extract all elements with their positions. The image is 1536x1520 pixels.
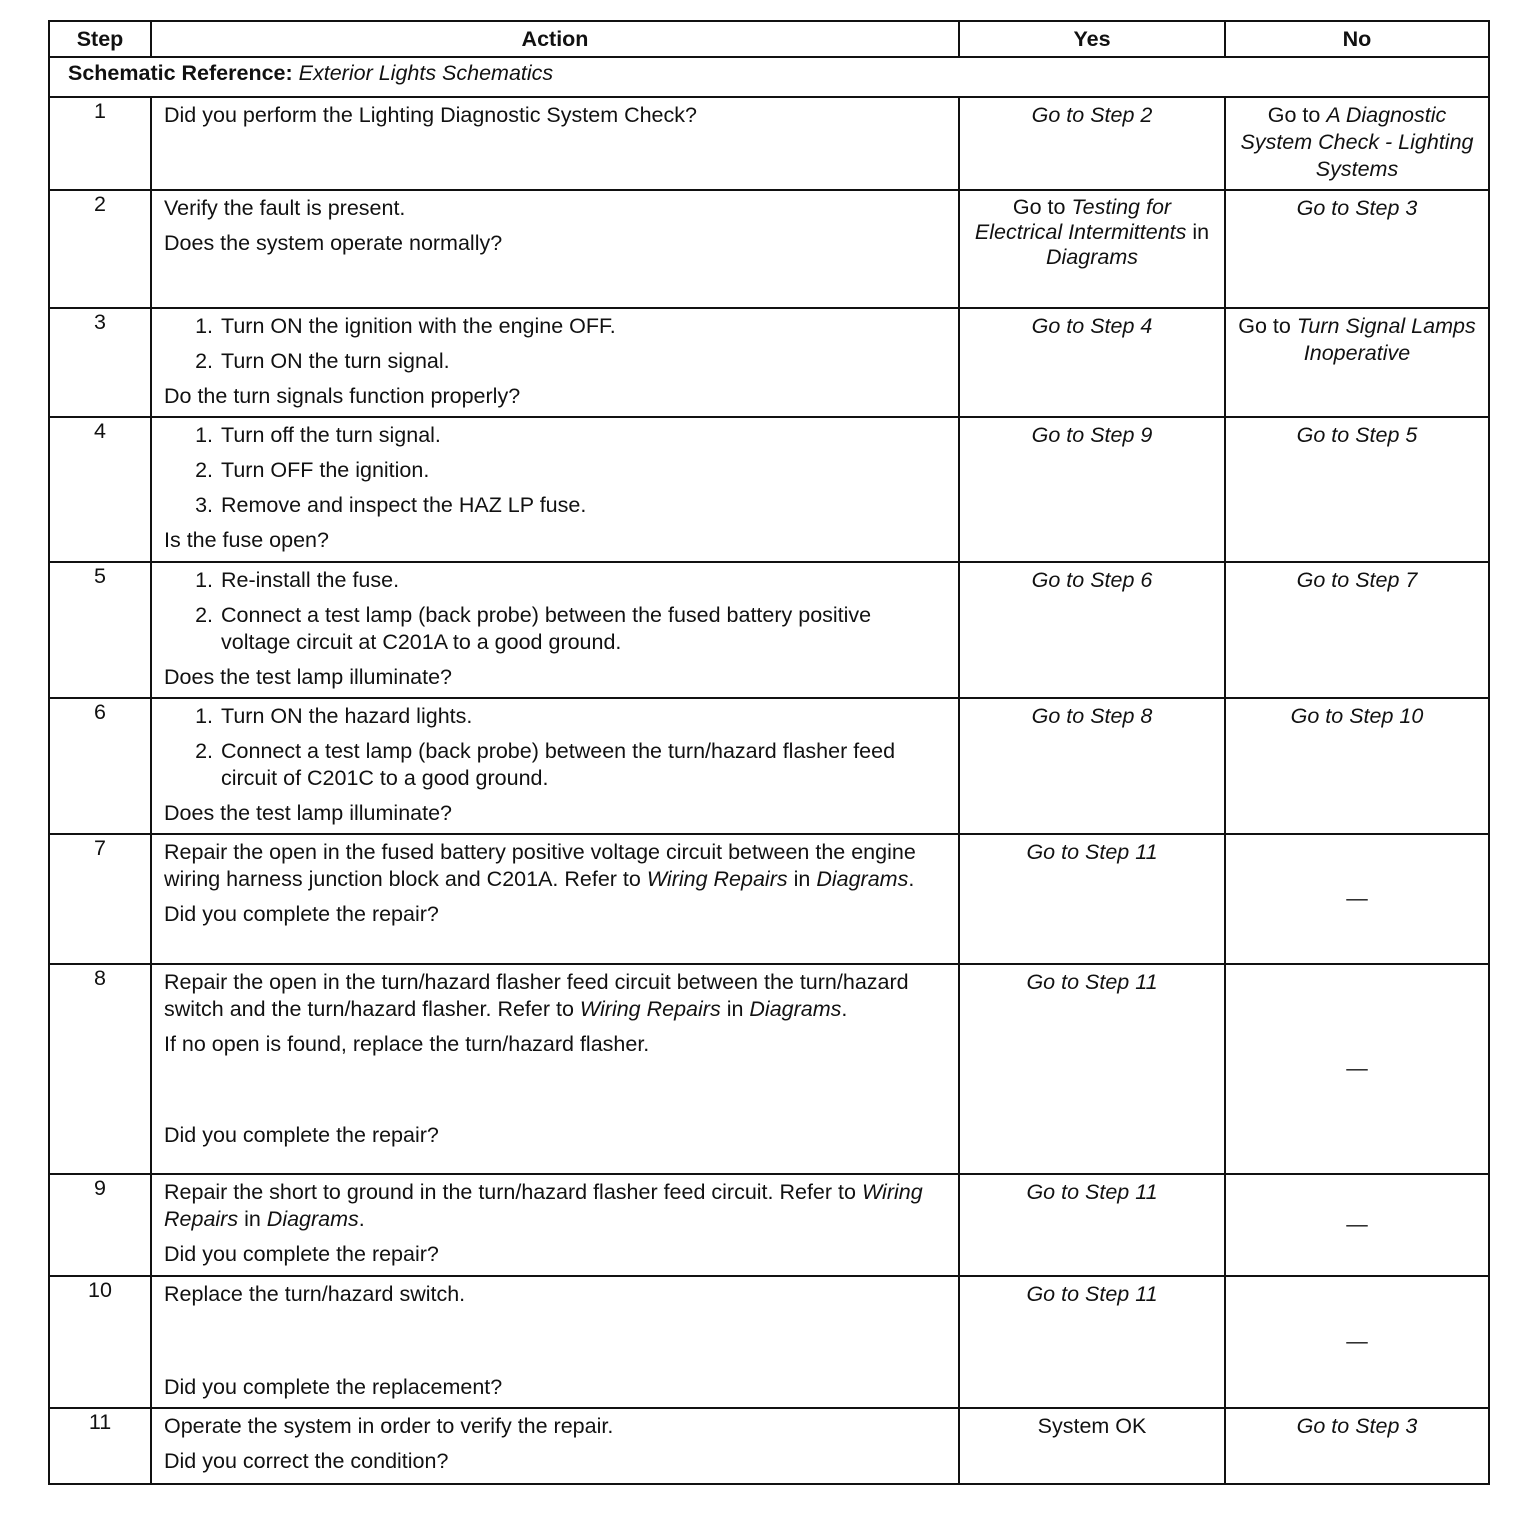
- list-item: 2. Turn ON the turn signal.: [195, 349, 450, 373]
- yes-cell: [959, 97, 1225, 190]
- instruction-list: [164, 313, 946, 375]
- instruction-text: Verify the fault is present.: [164, 196, 406, 220]
- yes-goto-link[interactable]: Go to Step 11: [1026, 1282, 1158, 1306]
- step-row-4: [49, 417, 1489, 562]
- yes-cell: [959, 1276, 1225, 1408]
- question-text: Did you complete the replacement?: [164, 1375, 503, 1399]
- diagnostic-table: [48, 20, 1490, 1485]
- yes-cell: [959, 417, 1225, 562]
- instruction-text: Repair the short to ground in the turn/hazard flasher feed circuit. Refer to Wiring Repairs in Diagrams.: [164, 1180, 923, 1231]
- yes-cell: [959, 834, 1225, 964]
- header-step: Step: [49, 21, 151, 57]
- question-text: Do the turn signals function properly?: [164, 384, 521, 408]
- wiring-repairs-link[interactable]: Wiring Repairs: [646, 867, 788, 891]
- step-number: 5: [49, 562, 151, 698]
- list-item: 1. Turn off the turn signal.: [195, 423, 441, 447]
- yes-cell: System OK: [959, 1408, 1225, 1484]
- question-text: Is the fuse open?: [164, 528, 329, 552]
- diagrams-link[interactable]: Diagrams: [749, 997, 842, 1021]
- instruction-text: Operate the system in order to verify the repair.: [164, 1414, 614, 1438]
- question-text: Did you complete the repair?: [164, 902, 439, 926]
- no-goto-link[interactable]: Go to Step 7: [1296, 568, 1418, 592]
- instruction-text: Repair the open in the turn/hazard flasher feed circuit between the turn/hazard switch and the turn/hazard flasher. Refer to Wiring Repairs in Diagrams.: [164, 970, 909, 1021]
- yes-cell: [959, 964, 1225, 1174]
- step-row-2: [49, 190, 1489, 308]
- question-text: Does the test lamp illuminate?: [164, 665, 453, 689]
- action-cell: [151, 834, 959, 964]
- yes-cell: [959, 1174, 1225, 1276]
- action-cell: [151, 308, 959, 417]
- yes-doc-link[interactable]: Diagrams: [1046, 245, 1138, 269]
- step-number: 8: [49, 964, 151, 1174]
- yes-goto-link[interactable]: Go to Step 9: [1031, 423, 1153, 447]
- instruction-text: If no open is found, replace the turn/hazard flasher.: [164, 1032, 650, 1056]
- no-cell: [1225, 308, 1489, 417]
- schematic-link[interactable]: Exterior Lights Schematics: [298, 61, 554, 85]
- no-goto-link[interactable]: Go to Step 3: [1296, 196, 1418, 220]
- action-cell: [151, 1174, 959, 1276]
- step-row-9: [49, 1174, 1489, 1276]
- step-row-1: [49, 97, 1489, 190]
- no-cell: [1225, 97, 1489, 190]
- no-cell: [1225, 562, 1489, 698]
- list-item: 1. Re-install the fuse.: [195, 568, 400, 592]
- action-cell: [151, 97, 959, 190]
- action-cell: [151, 417, 959, 562]
- header-action: Action: [151, 21, 959, 57]
- step-row-7: [49, 834, 1489, 964]
- yes-goto-link[interactable]: Testing for Electrical Intermittents: [974, 195, 1187, 244]
- step-number: 4: [49, 417, 151, 562]
- diagrams-link[interactable]: Diagrams: [816, 867, 909, 891]
- schematic-label: Schematic Reference:: [68, 61, 293, 85]
- step-number: 1: [49, 97, 151, 190]
- header-no: No: [1225, 21, 1489, 57]
- no-cell: [1225, 1408, 1489, 1484]
- action-cell: [151, 698, 959, 834]
- yes-goto-link[interactable]: Go to Step 2: [1031, 103, 1153, 127]
- question-text: Did you complete the repair?: [164, 1123, 439, 1147]
- no-goto-link[interactable]: A Diagnostic System Check - Lighting Systems: [1240, 103, 1474, 181]
- no-cell: —: [1225, 964, 1489, 1174]
- action-cell: [151, 1276, 959, 1408]
- instruction-text: Repair the open in the fused battery positive voltage circuit between the engine wiring harness junction block and C201A. Refer to Wiring Repairs in Diagrams.: [164, 840, 916, 891]
- schematic-reference: [49, 57, 1489, 97]
- step-number: 10: [49, 1276, 151, 1408]
- yes-cell: [959, 698, 1225, 834]
- no-goto-link[interactable]: Go to Step 3: [1296, 1414, 1418, 1438]
- yes-in-text: in: [1192, 220, 1210, 244]
- step-number: 3: [49, 308, 151, 417]
- no-goto-link[interactable]: Go to Step 10: [1290, 704, 1424, 728]
- instruction-list: [164, 422, 946, 519]
- header-row: [49, 21, 1489, 57]
- yes-cell: [959, 562, 1225, 698]
- action-cell: [151, 190, 959, 308]
- no-cell: —: [1225, 1276, 1489, 1408]
- yes-goto-prefix: Go to: [1012, 195, 1066, 219]
- question-text: Did you correct the condition?: [164, 1449, 449, 1473]
- no-cell: [1225, 417, 1489, 562]
- step-number: 2: [49, 190, 151, 308]
- instruction-list: [164, 567, 946, 656]
- header-yes: Yes: [959, 21, 1225, 57]
- diagrams-link[interactable]: Diagrams: [266, 1207, 359, 1231]
- question-text: Did you complete the repair?: [164, 1242, 439, 1266]
- step-number: 7: [49, 834, 151, 964]
- no-cell: [1225, 190, 1489, 308]
- yes-goto-link[interactable]: Go to Step 4: [1031, 314, 1153, 338]
- list-item: 2. Turn OFF the ignition.: [195, 458, 430, 482]
- list-item: 2. Connect a test lamp (back probe) between the fused battery positive voltage circuit at C201A to a good ground.: [195, 603, 872, 654]
- step-row-6: [49, 698, 1489, 834]
- question-text: Did you perform the Lighting Diagnostic System Check?: [164, 103, 697, 127]
- yes-goto-link[interactable]: Go to Step 8: [1031, 704, 1153, 728]
- wiring-repairs-link[interactable]: Wiring Repairs: [164, 1180, 923, 1231]
- yes-goto-link[interactable]: Go to Step 6: [1031, 568, 1153, 592]
- step-number: 11: [49, 1408, 151, 1484]
- step-number: 9: [49, 1174, 151, 1276]
- action-cell: [151, 964, 959, 1174]
- step-row-11: [49, 1408, 1489, 1484]
- step-row-8: [49, 964, 1489, 1174]
- yes-goto-link[interactable]: Go to Step 11: [1026, 970, 1158, 994]
- action-cell: [151, 562, 959, 698]
- question-text: Does the system operate normally?: [164, 231, 503, 255]
- list-item: 1. Turn ON the ignition with the engine OFF.: [195, 314, 616, 338]
- no-cell: [1225, 698, 1489, 834]
- list-item: 3. Remove and inspect the HAZ LP fuse.: [195, 493, 587, 517]
- yes-goto-link[interactable]: Go to Step 11: [1026, 1180, 1158, 1204]
- yes-goto-link[interactable]: Go to Step 11: [1026, 840, 1158, 864]
- action-cell: [151, 1408, 959, 1484]
- schematic-row: [49, 57, 1489, 97]
- no-goto-link[interactable]: Go to Step 5: [1296, 423, 1418, 447]
- step-row-5: [49, 562, 1489, 698]
- step-number: 6: [49, 698, 151, 834]
- no-goto-prefix: Go to: [1238, 314, 1291, 338]
- no-cell: —: [1225, 1174, 1489, 1276]
- step-row-3: [49, 308, 1489, 417]
- yes-cell: [959, 190, 1225, 308]
- step-row-10: [49, 1276, 1489, 1408]
- instruction-list: [164, 703, 946, 792]
- list-item: 2. Connect a test lamp (back probe) between the turn/hazard flasher feed circuit of C201C to a good ground.: [195, 739, 896, 790]
- wiring-repairs-link[interactable]: Wiring Repairs: [579, 997, 721, 1021]
- no-goto-link[interactable]: Turn Signal Lamps Inoperative: [1296, 314, 1476, 365]
- yes-cell: [959, 308, 1225, 417]
- instruction-text: Replace the turn/hazard switch.: [164, 1282, 466, 1306]
- question-text: Does the test lamp illuminate?: [164, 801, 453, 825]
- list-item: 1. Turn ON the hazard lights.: [195, 704, 473, 728]
- no-goto-prefix: Go to: [1267, 103, 1321, 127]
- no-cell: —: [1225, 834, 1489, 964]
